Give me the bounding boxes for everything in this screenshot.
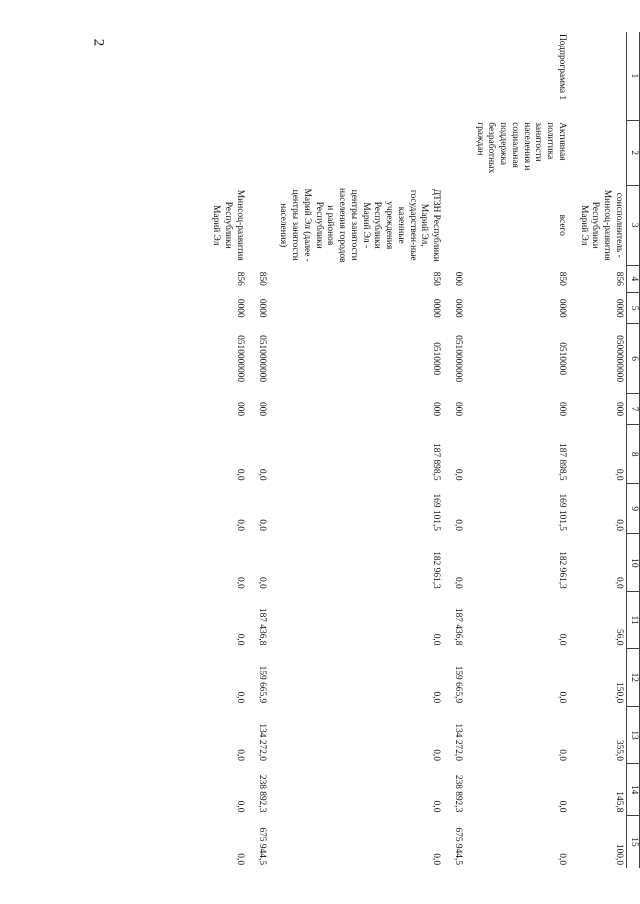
table-cell-col-10: 0,0 [235,577,245,589]
column-header: 14 [627,764,640,815]
table-cell-col-12: 0,0 [557,691,567,704]
column-header: 6 [627,324,640,393]
table-cell-col-2 [569,120,627,185]
table-cell-col-15: 0,0 [235,853,245,865]
table-cell-col-7: 000 [557,401,567,417]
table-body [202,32,627,868]
table-cell-col-3 [247,185,269,265]
table-cell-col-1 [569,32,627,120]
table-row [443,32,465,868]
table-cell-col-2 [269,120,444,185]
table-cell-col-6: 0510000000 [256,335,267,383]
table-cell-col-2 [443,120,465,185]
table-cell-col-13: 0,0 [235,749,245,761]
table-cell-col-8: 0,0 [235,468,245,481]
table-cell-col-4: 850 [557,271,567,286]
table-cell-col-8: 187 898,5 [557,443,567,481]
table-row [569,32,627,868]
table-cell-col-3: Минсоц-развития Республики Марий Эл [211,189,245,261]
table-cell-col-11: 0,0 [235,633,245,646]
table-cell-col-12: 159 665,9 [256,665,267,704]
column-number-header [627,32,640,868]
table-cell-col-13: 134 272,0 [256,723,267,761]
table-cell-col-6: 0510000 [431,342,442,375]
column-header: 12 [627,648,640,706]
table-row [202,32,247,868]
table-cell-col-7: 000 [256,401,267,417]
table-row [465,32,569,868]
table-cell-col-4: 850 [256,271,267,286]
table-cell-col-6: 0510000000 [235,335,245,383]
table-cell-col-14: 238 892,3 [256,774,267,813]
table-cell-col-12: 150,0 [614,682,624,704]
column-header: 7 [627,393,640,425]
table-cell-col-4: 856 [614,271,624,286]
table-cell-col-13: 355,0 [614,739,624,761]
table-cell-col-12: 0,0 [235,691,245,704]
column-header: 3 [627,185,640,265]
table-cell-col-5: 0000 [431,298,442,318]
table-cell-col-11: 0,0 [557,633,567,646]
table-cell-col-8: 0,0 [614,468,624,481]
rotated-sheet [112,32,640,868]
table-cell-col-1 [202,32,247,120]
table-cell-col-9: 0,0 [235,519,245,531]
column-header: 2 [627,120,640,185]
table-cell-col-11: 0,0 [431,633,442,646]
table-cell-col-9: 0,0 [256,519,267,531]
table-cell-col-3 [443,185,465,265]
table-cell-col-15: 675 944,5 [256,827,267,865]
table-cell-col-14: 145,8 [614,791,624,813]
column-header: 9 [627,484,640,534]
column-header: 15 [627,815,640,868]
table-cell-col-4: 856 [235,271,245,286]
table-cell-col-9: 169 101,5 [557,493,567,531]
table-cell-col-14: 0,0 [557,800,567,813]
table-cell-col-8: 187 898,5 [431,443,442,481]
table-row [269,32,444,868]
table-cell-col-9: 169 101,5 [431,493,442,531]
table-cell-col-7: 000 [431,401,442,417]
table-cell-col-3: соисполнитель - Минсоц-развития Республики Марий Эл [578,189,624,261]
table-cell-col-2: Активная политика занятости населения и социальная поддержка безработных граждан [474,122,567,174]
table-cell-col-11: 187 436,8 [453,607,463,646]
table-cell-col-5: 0000 [256,298,267,318]
table-cell-col-7: 000 [453,401,463,417]
table-cell-col-9: 0,0 [453,519,463,531]
table-cell-col-8: 0,0 [453,468,463,481]
table-cell-col-1 [269,32,444,120]
table-cell-col-15: 0,0 [431,853,442,865]
table-cell-col-1: Подпрограмма 1 [557,34,567,101]
column-header: 11 [627,592,640,649]
column-header: 5 [627,292,640,324]
table-cell-col-6: 0500000000 [614,335,624,383]
table-cell-col-5: 0000 [614,298,624,318]
table-cell-col-9: 0,0 [614,519,624,531]
table-cell-col-4: 000 [453,271,463,286]
budget-table [202,32,640,868]
table-cell-col-10: 0,0 [256,577,267,589]
column-header: 8 [627,425,640,484]
table-cell-col-2 [202,120,247,185]
table-cell-col-14: 238 892,3 [453,774,463,813]
table-cell-col-15: 100,0 [614,843,624,865]
table-cell-col-11: 187 436,8 [256,607,267,646]
column-header: 13 [627,706,640,764]
table-cell-col-15: 675 944,5 [453,827,463,865]
table-cell-col-5: 0000 [235,298,245,318]
table-cell-col-1 [247,32,269,120]
table-cell-col-10: 0,0 [453,577,463,589]
table-cell-col-6: 0510000000 [453,335,463,383]
table-row [247,32,269,868]
table-cell-col-6: 0510000 [557,342,567,375]
table-cell-col-12: 0,0 [431,691,442,704]
table-cell-col-10: 182 961,3 [431,551,442,589]
table-cell-col-14: 0,0 [235,800,245,813]
column-header: 4 [627,265,640,292]
table-cell-col-1 [443,32,465,120]
table-cell-col-13: 0,0 [557,749,567,761]
table-cell-col-10: 182 961,3 [557,551,567,589]
table-cell-col-3: всего [557,214,567,236]
table-cell-col-7: 000 [614,401,624,417]
table-cell-col-2 [247,120,269,185]
table-cell-col-4: 850 [431,271,442,286]
table-cell-col-11: 56,0 [614,629,624,646]
table-cell-col-7: 000 [235,401,245,417]
table-cell-col-3: ДТЗН Республики Марий Эл, государствен-ные казенные учреждения Республики Марий Эл - центры занятости населения городов и районов Республики Марий Эл (далее - центры занятости населения) [278,188,442,263]
table-cell-col-5: 0000 [453,298,463,318]
column-header: 10 [627,534,640,592]
column-header: 1 [627,32,640,120]
table-cell-col-14: 0,0 [431,800,442,813]
page-number: 2 [90,38,107,47]
table-cell-col-13: 134 272,0 [453,723,463,761]
table-cell-col-15: 0,0 [557,853,567,865]
table-cell-col-5: 0000 [557,298,567,318]
table-cell-col-12: 159 665,9 [453,665,463,704]
table-cell-col-10: 0,0 [614,577,624,589]
table-cell-col-13: 0,0 [431,749,442,761]
table-cell-col-8: 0,0 [256,468,267,481]
